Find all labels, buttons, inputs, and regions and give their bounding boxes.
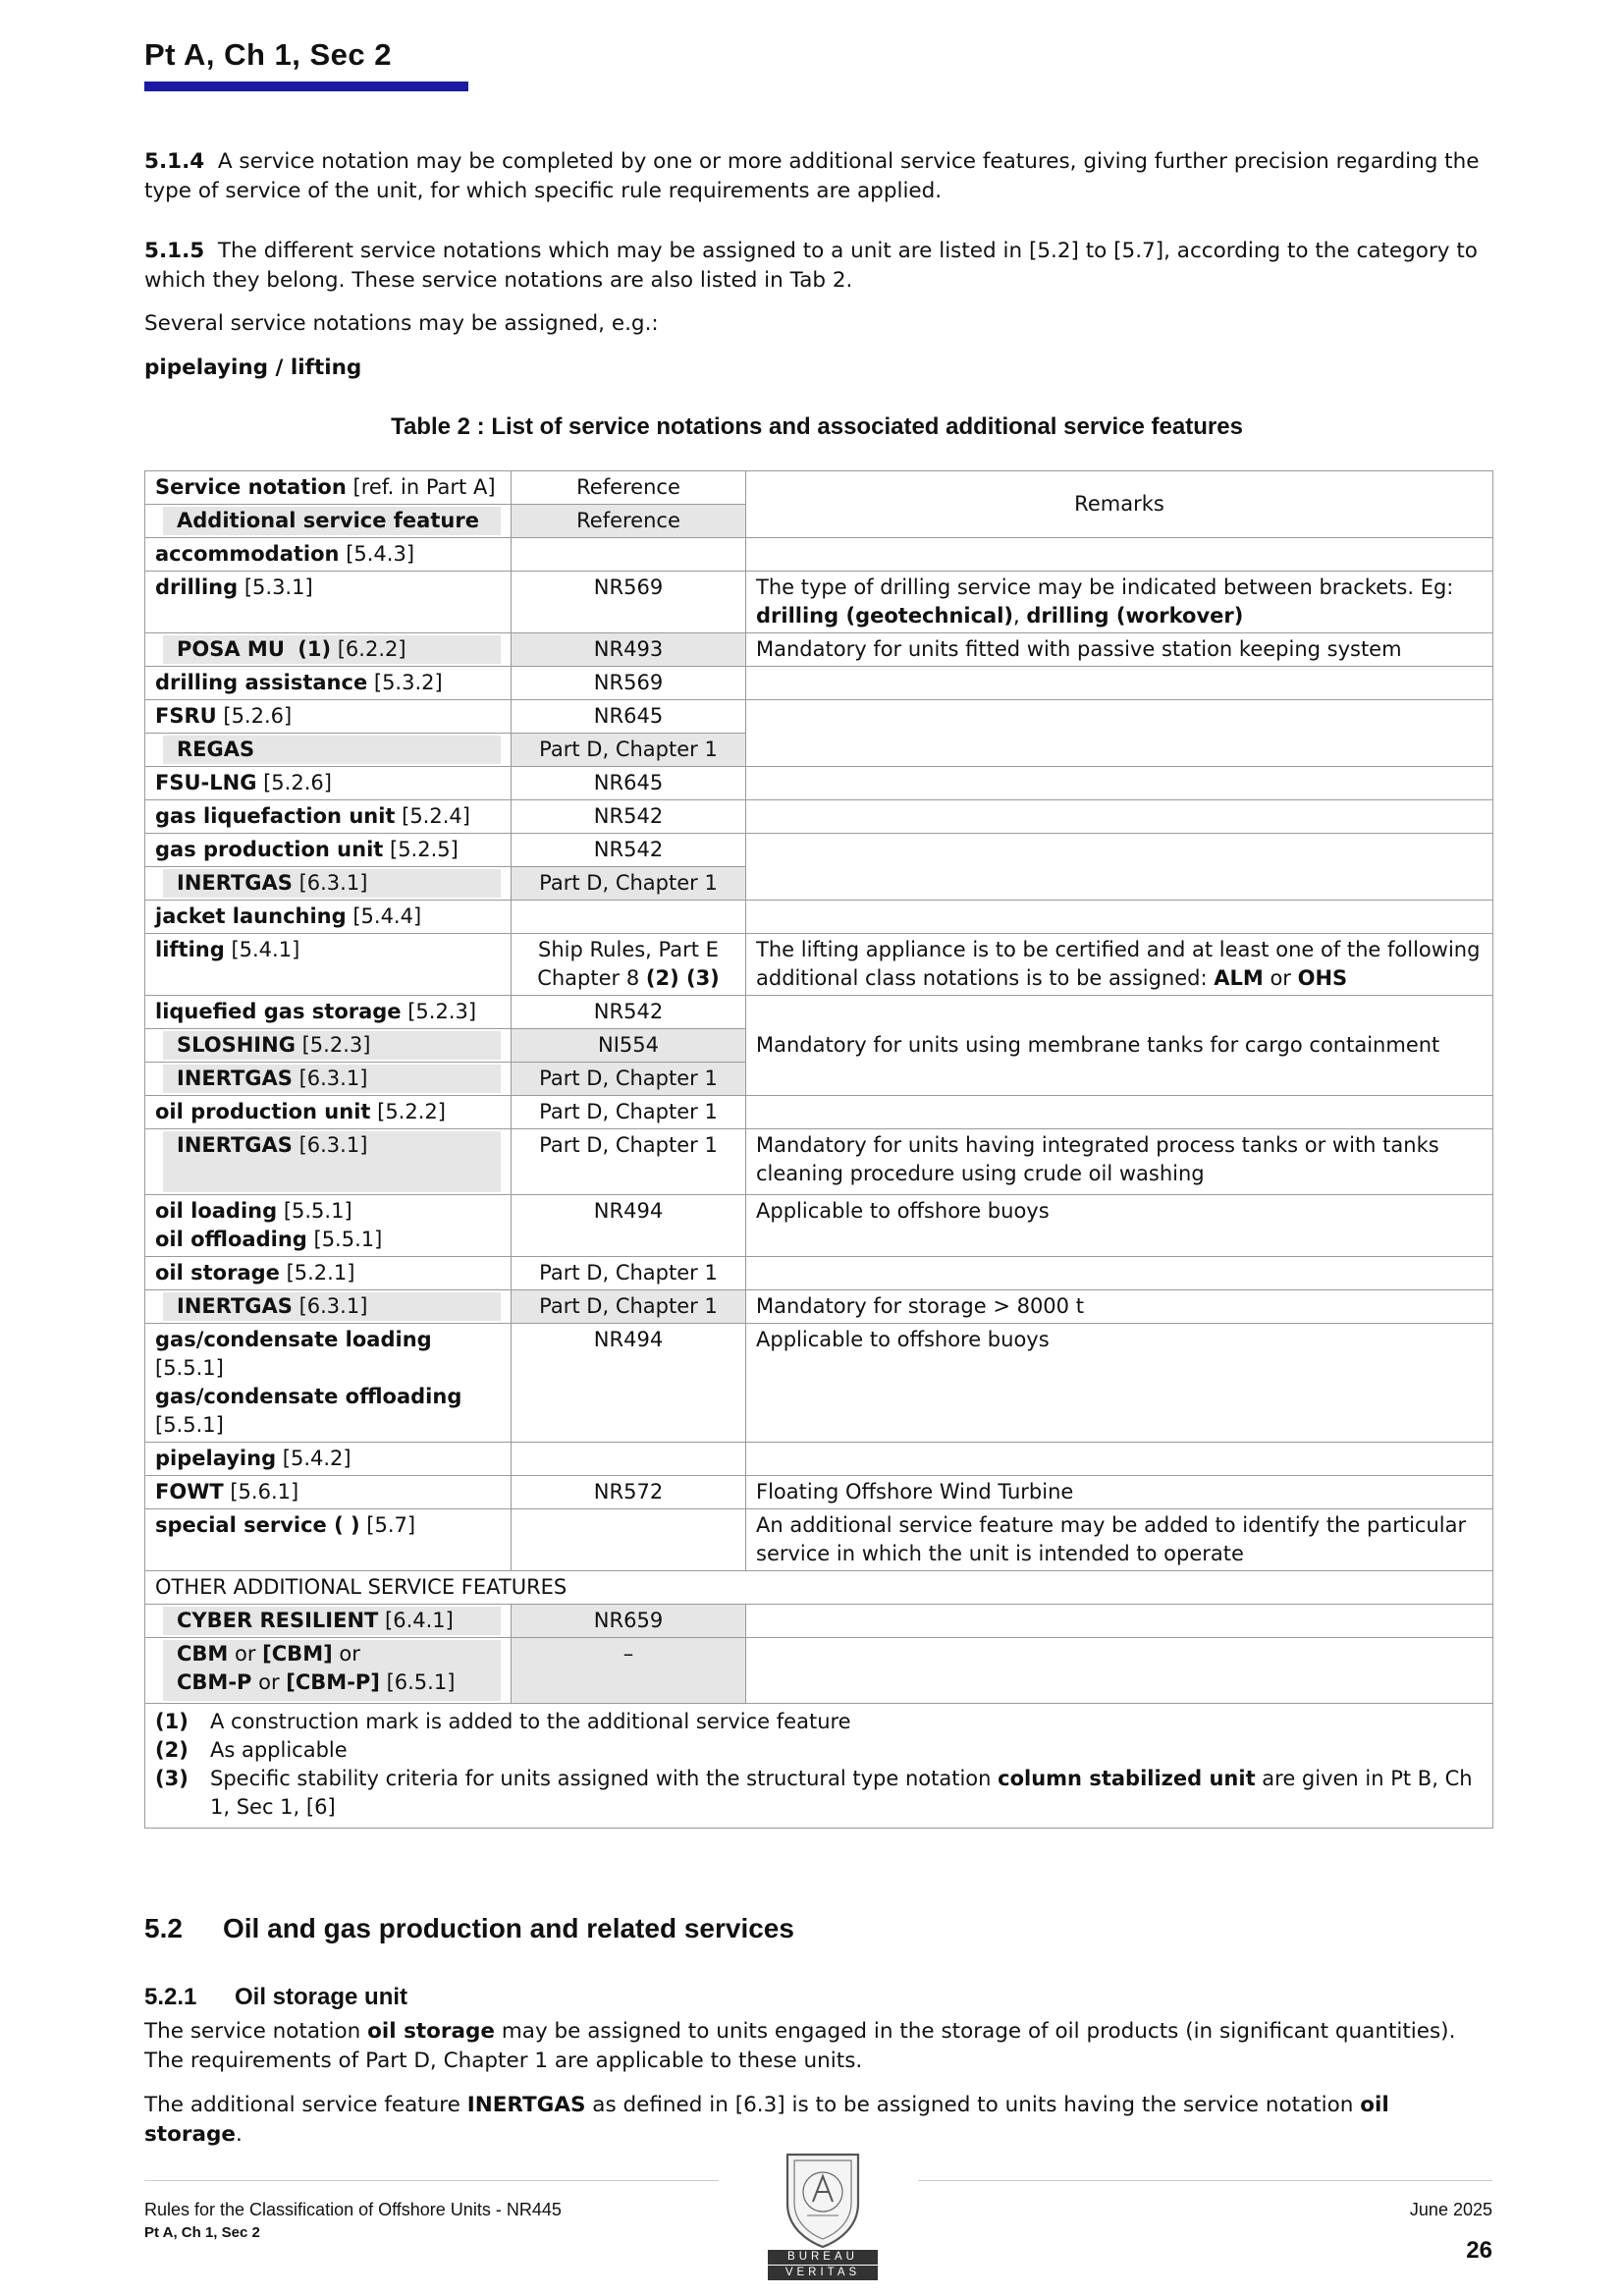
header-remarks: Remarks — [746, 471, 1493, 538]
header-service-notation: Service notation [ref. in Part A] — [145, 471, 512, 505]
notation-cell: special service ( ) [5.7] — [145, 1509, 512, 1571]
table-footnotes-row — [145, 1704, 1493, 1829]
bureau-veritas-logo-icon — [778, 2147, 868, 2249]
notation-cell: jacket launching [5.4.4] — [145, 901, 512, 934]
page-number: 26 — [1466, 2237, 1492, 2264]
logo-wordmark-top: BUREAU — [768, 2250, 878, 2265]
table-row-feature — [145, 1290, 1493, 1324]
paragraph-number: 5.1.4 — [144, 149, 205, 174]
reference-cell: Part D, Chapter 1 — [512, 1257, 746, 1290]
table-row — [145, 834, 1493, 867]
paragraph-5-1-4 — [144, 147, 1480, 206]
paragraph-text: A service notation may be completed by one or more additional service features, giving further precision regarding the type of service of the unit, for which specific rule requirements are applied. — [144, 149, 1480, 203]
feature-cell: REGAS — [145, 734, 512, 767]
notation-cell: drilling assistance [5.3.2] — [145, 667, 512, 700]
table-row — [145, 996, 1493, 1029]
reference-cell: NR569 — [512, 572, 746, 633]
reference-cell: Ship Rules, Part E Chapter 8 (2) (3) — [512, 934, 746, 996]
logo-wordmark-bottom: VERITAS — [768, 2266, 878, 2280]
feature-cell: POSA MU (1) [6.2.2] — [145, 633, 512, 667]
table-header-row — [145, 471, 1493, 505]
paragraph-number: 5.1.5 — [144, 239, 205, 263]
reference-cell — [512, 1509, 746, 1571]
notation-cell: FSRU [5.2.6] — [145, 700, 512, 734]
remarks-cell: Mandatory for units fitted with passive station keeping system — [746, 633, 1493, 667]
reference-cell: – — [512, 1638, 746, 1704]
header-feature-reference: Reference — [512, 505, 746, 538]
notation-cell: gas/condensate loading [5.5.1] gas/condensate offloading [5.5.1] — [145, 1324, 512, 1443]
feature-cell: CYBER RESILIENT [6.4.1] — [145, 1605, 512, 1638]
remarks-cell — [746, 767, 1493, 800]
reference-cell: Part D, Chapter 1 — [512, 1063, 746, 1096]
reference-cell: NR645 — [512, 767, 746, 800]
footer-section: Pt A, Ch 1, Sec 2 — [144, 2224, 260, 2241]
reference-cell: Part D, Chapter 1 — [512, 734, 746, 767]
remarks-cell: Floating Offshore Wind Turbine — [746, 1476, 1493, 1509]
table-row — [145, 1096, 1493, 1129]
table-row — [145, 1509, 1493, 1571]
notation-cell: accommodation [5.4.3] — [145, 538, 512, 572]
reference-cell — [512, 901, 746, 934]
remarks-cell — [746, 1443, 1493, 1476]
reference-cell: NR542 — [512, 996, 746, 1029]
header-reference: Reference — [512, 471, 746, 505]
remarks-cell — [746, 1096, 1493, 1129]
table-row — [145, 767, 1493, 800]
remarks-cell: An additional service feature may be added to identify the particular service in which the unit is intended to operate — [746, 1509, 1493, 1571]
table-row — [145, 1257, 1493, 1290]
reference-cell: NR493 — [512, 633, 746, 667]
footnote: (3) Specific stability criteria for units assigned with the structural type notation column stabilized unit are given in Pt B, Ch 1, Sec 1, [6] — [155, 1767, 1473, 1819]
remarks-cell — [746, 1638, 1493, 1704]
table-row — [145, 934, 1493, 996]
paragraph-oil-storage-1: The service notation oil storage may be assigned to units engaged in the storage of oil products (in significant quantities). The requirements of Part D, Chapter 1 are applicable to these units. — [144, 2019, 1456, 2073]
paragraph-several: Several service notations may be assigned, e.g.: — [144, 311, 659, 336]
reference-cell: NR494 — [512, 1324, 746, 1443]
reference-cell: NR542 — [512, 834, 746, 867]
footnote: (1) A construction mark is added to the additional service feature — [155, 1710, 851, 1733]
remarks-cell — [746, 1257, 1493, 1290]
table-row-feature — [145, 633, 1493, 667]
table-row — [145, 1324, 1493, 1443]
reference-cell — [512, 1443, 746, 1476]
page-header-title: Pt A, Ch 1, Sec 2 — [144, 37, 392, 72]
feature-cell: SLOSHING [5.2.3] — [145, 1029, 512, 1063]
notation-cell: pipelaying [5.4.2] — [145, 1443, 512, 1476]
notation-cell: oil loading [5.5.1] oil offloading [5.5.1] — [145, 1195, 512, 1257]
footer-date: June 2025 — [1409, 2200, 1492, 2219]
remarks-cell: Applicable to offshore buoys — [746, 1324, 1493, 1443]
notation-cell: FOWT [5.6.1] — [145, 1476, 512, 1509]
table-title: Table 2 : List of service notations and associated additional service features — [391, 413, 1243, 440]
table-row — [145, 901, 1493, 934]
reference-cell: Part D, Chapter 1 — [512, 867, 746, 901]
table-row — [145, 1443, 1493, 1476]
reference-cell: NR659 — [512, 1605, 746, 1638]
reference-cell: NI554 — [512, 1029, 746, 1063]
notation-cell: gas production unit [5.2.5] — [145, 834, 512, 867]
feature-cell: INERTGAS [6.3.1] — [145, 1129, 512, 1195]
footer-document-title: Rules for the Classification of Offshore Units - NR445 — [144, 2200, 562, 2219]
reference-cell: NR569 — [512, 667, 746, 700]
remarks-cell — [746, 800, 1493, 834]
header-accent-bar — [144, 82, 468, 91]
footer-divider — [144, 2180, 719, 2181]
table-row — [145, 1476, 1493, 1509]
remarks-cell: Applicable to offshore buoys — [746, 1195, 1493, 1257]
reference-cell: Part D, Chapter 1 — [512, 1096, 746, 1129]
reference-cell: NR494 — [512, 1195, 746, 1257]
paragraph-oil-storage-2: The additional service feature INERTGAS as defined in [6.3] is to be assigned to units having the service notation oil storage. — [144, 2093, 1389, 2147]
feature-cell: INERTGAS [6.3.1] — [145, 1063, 512, 1096]
table-row — [145, 538, 1493, 572]
table-row-feature — [145, 1605, 1493, 1638]
table-row — [145, 667, 1493, 700]
reference-cell: NR572 — [512, 1476, 746, 1509]
paragraph-5-1-5 — [144, 237, 1480, 296]
reference-cell: Part D, Chapter 1 — [512, 1290, 746, 1324]
notation-cell: gas liquefaction unit [5.2.4] — [145, 800, 512, 834]
notation-cell: lifting [5.4.1] — [145, 934, 512, 996]
reference-cell: NR645 — [512, 700, 746, 734]
feature-cell: INERTGAS [6.3.1] — [145, 867, 512, 901]
remarks-cell: Mandatory for units using membrane tanks for cargo containment — [746, 996, 1493, 1096]
subsection-heading-5-2-1: 5.2.1 Oil storage unit — [144, 1984, 408, 2010]
header-additional-feature: Additional service feature — [145, 505, 512, 538]
table-row — [145, 572, 1493, 633]
other-features-header: OTHER ADDITIONAL SERVICE FEATURES — [145, 1571, 1493, 1605]
remarks-cell — [746, 700, 1493, 767]
table-row — [145, 800, 1493, 834]
table-row-feature — [145, 1129, 1493, 1195]
paragraph-text: The different service notations which may be assigned to a unit are listed in [5.2] to [5.7], according to the category to which they belong. These service notations are also listed in Tab 2. — [144, 239, 1478, 293]
table-section-row — [145, 1571, 1493, 1605]
feature-cell: CBM or [CBM] or CBM-P or [CBM-P] [6.5.1] — [145, 1638, 512, 1704]
remarks-cell — [746, 538, 1493, 572]
remarks-cell: Mandatory for storage > 8000 t — [746, 1290, 1493, 1324]
service-notations-table — [144, 470, 1493, 1829]
notation-cell: FSU-LNG [5.2.6] — [145, 767, 512, 800]
remarks-cell: The type of drilling service may be indicated between brackets. Eg: drilling (geotechnical), drilling (workover) — [746, 572, 1493, 633]
remarks-cell — [746, 834, 1493, 901]
feature-cell: INERTGAS [6.3.1] — [145, 1290, 512, 1324]
footnotes-cell — [145, 1704, 1493, 1829]
remarks-cell: Mandatory for units having integrated process tanks or with tanks cleaning procedure using crude oil washing — [746, 1129, 1493, 1195]
notation-cell: oil storage [5.2.1] — [145, 1257, 512, 1290]
table-row — [145, 700, 1493, 734]
remarks-cell — [746, 667, 1493, 700]
reference-cell — [512, 538, 746, 572]
remarks-cell: The lifting appliance is to be certified and at least one of the following additional class notations is to be assigned: ALM or OHS — [746, 934, 1493, 996]
example-notation: pipelaying / lifting — [144, 355, 362, 380]
footer-divider — [918, 2180, 1492, 2181]
section-heading-5-2: 5.2 Oil and gas production and related services — [144, 1913, 794, 1943]
notation-cell: drilling [5.3.1] — [145, 572, 512, 633]
reference-cell: NR542 — [512, 800, 746, 834]
reference-cell: Part D, Chapter 1 — [512, 1129, 746, 1195]
remarks-cell — [746, 1605, 1493, 1638]
table-row — [145, 1195, 1493, 1257]
notation-cell: oil production unit [5.2.2] — [145, 1096, 512, 1129]
notation-cell: liquefied gas storage [5.2.3] — [145, 996, 512, 1029]
table-row-feature — [145, 1638, 1493, 1704]
remarks-cell — [746, 901, 1493, 934]
footnote: (2) As applicable — [155, 1738, 348, 1762]
